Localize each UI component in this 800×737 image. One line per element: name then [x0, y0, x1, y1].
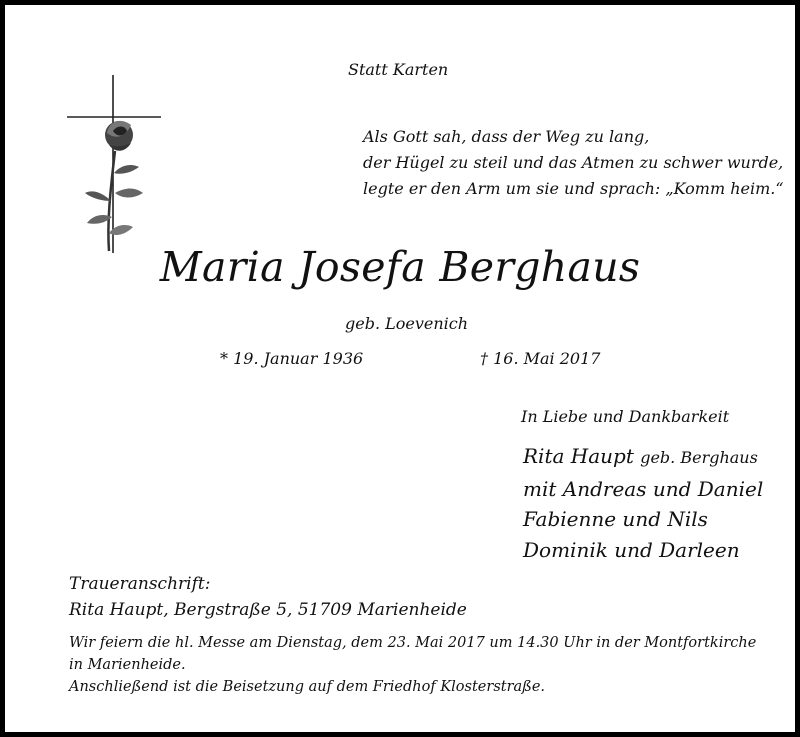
mourners-list	[523, 441, 763, 565]
maiden-name: geb. Loevenich	[345, 314, 469, 333]
birth-date: * 19. Januar 1936	[220, 349, 364, 368]
service-line: Anschließend ist die Beisetzung auf dem Friedhof Klosterstraße.	[69, 679, 546, 695]
deceased-name: Maria Josefa Berghaus	[159, 243, 641, 291]
address-label: Traueranschrift:	[69, 574, 211, 594]
mourning-address	[69, 571, 467, 623]
service-info	[69, 632, 756, 698]
address-value: Rita Haupt, Bergstraße 5, 51709 Marienheide	[69, 600, 467, 620]
poem-line: Als Gott sah, dass der Weg zu lang,	[363, 127, 650, 146]
preheading: Statt Karten	[348, 60, 449, 79]
mourner-line: Fabienne und Nils	[523, 507, 708, 531]
cross-rose-icon	[63, 73, 167, 257]
service-line: Wir feiern die hl. Messe am Dienstag, dem 23. Mai 2017 um 14.30 Uhr in der Montfortkirche	[69, 635, 757, 651]
mourner-maiden-note: geb. Berghaus	[640, 448, 758, 467]
poem	[363, 124, 784, 202]
mourner-name: Rita Haupt	[523, 444, 634, 468]
mourner-line	[523, 441, 763, 474]
mourner-line: Dominik und Darleen	[523, 537, 740, 562]
poem-line: der Hügel zu steil und das Atmen zu schwer wurde,	[363, 153, 784, 172]
mourner-line: mit Andreas und Daniel	[523, 476, 764, 501]
dedication: In Liebe und Dankbarkeit	[521, 407, 730, 426]
death-date: † 16. Mai 2017	[480, 349, 601, 368]
poem-line: legte er den Arm um sie und sprach: „Komm heim.“	[363, 179, 784, 198]
service-line: in Marienheide.	[69, 657, 186, 673]
